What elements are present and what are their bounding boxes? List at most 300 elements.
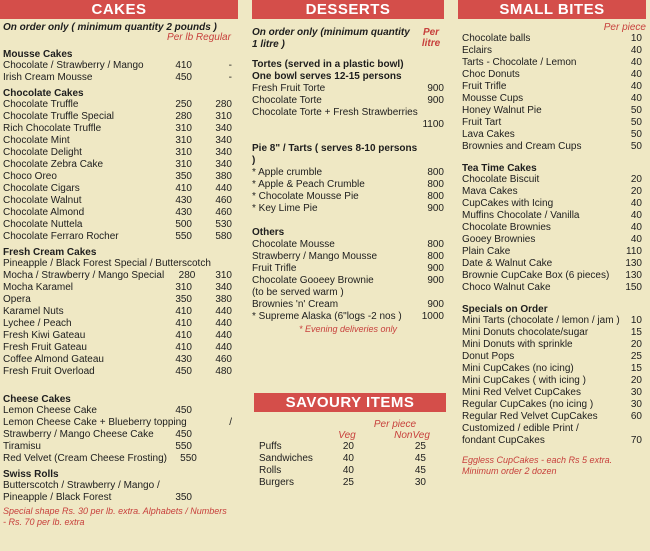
small-bite-name: Customized / edible Print / bbox=[462, 423, 579, 434]
cake-price-regular: 410 bbox=[175, 306, 192, 317]
dessert-name: (to be served warm ) bbox=[252, 287, 344, 298]
cakes-item-row bbox=[3, 207, 232, 219]
small-bite-name: Tarts - Chocolate / Lemon bbox=[462, 57, 577, 68]
small-bites-header: SMALL BITES bbox=[458, 0, 646, 19]
cake-price-eggless: 340 bbox=[215, 123, 232, 134]
dessert-item-row bbox=[252, 287, 444, 299]
small-bite-price: 20 bbox=[630, 186, 642, 197]
small-bite-item-row bbox=[462, 411, 646, 423]
small-bite-item-row bbox=[462, 141, 646, 153]
cake-price-eggless: 440 bbox=[215, 330, 232, 341]
dessert-name bbox=[252, 119, 404, 131]
cake-price-regular: 280 bbox=[175, 111, 192, 122]
cakes-list bbox=[3, 49, 232, 504]
dessert-name: Fruit Trifle bbox=[252, 263, 297, 274]
cake-price-regular: 250 bbox=[175, 99, 192, 110]
cakes-section-title: Mousse Cakes bbox=[3, 49, 73, 60]
small-bite-price: 25 bbox=[630, 351, 642, 362]
cake-name: Karamel Nuts bbox=[3, 306, 64, 317]
cake-name: Butterscotch / Strawberry / Mango / bbox=[3, 480, 160, 491]
dessert-item-row bbox=[252, 191, 444, 203]
dessert-name: * Key Lime Pie bbox=[252, 203, 318, 214]
savoury-list bbox=[259, 441, 446, 489]
cake-price-eggless bbox=[192, 441, 232, 453]
dessert-name: Strawberry / Mango Mousse bbox=[252, 251, 378, 262]
small-bite-item-row bbox=[462, 81, 646, 93]
small-bite-item-row bbox=[462, 57, 646, 69]
cake-price-eggless: 460 bbox=[215, 195, 232, 206]
dessert-item-row bbox=[252, 83, 444, 95]
small-bite-price: 40 bbox=[630, 81, 642, 92]
small-bite-name: Mini Donuts with sprinkle bbox=[462, 339, 573, 350]
dessert-price: 900 bbox=[427, 203, 444, 214]
cake-price-regular: 430 bbox=[175, 354, 192, 365]
desserts-header: DESSERTS bbox=[252, 0, 444, 19]
small-bite-item-row bbox=[462, 186, 646, 198]
savoury-item-row bbox=[259, 477, 446, 489]
small-bites-col: Per piece bbox=[603, 22, 646, 33]
desserts-order-note: On order only (minimum quantity 1 litre ) bbox=[252, 27, 410, 50]
small-bite-name: fondant CupCakes bbox=[462, 435, 545, 446]
cakes-item-row bbox=[3, 135, 232, 147]
cake-price-regular: 350 bbox=[175, 294, 192, 305]
savoury-item-row bbox=[259, 465, 446, 477]
dessert-name: Chocolate Mousse bbox=[252, 239, 335, 250]
small-bite-item-row bbox=[462, 33, 646, 45]
small-bite-price: 10 bbox=[630, 33, 642, 44]
cake-price-regular: 310 bbox=[175, 147, 192, 158]
small-bite-price: 50 bbox=[630, 141, 642, 152]
small-bite-item-row bbox=[462, 423, 646, 435]
desserts-section-title: Pie 8" / Tarts ( serves 8-10 persons ) bbox=[252, 143, 418, 166]
cakes-item-row bbox=[3, 330, 232, 342]
cake-name: Pineapple / Black Forest Special / Butterscotch bbox=[3, 258, 211, 269]
small-bite-price: 110 bbox=[626, 246, 642, 257]
dessert-name: Brownies 'n' Cream bbox=[252, 299, 339, 310]
cake-name: Chocolate Nuttela bbox=[3, 219, 83, 230]
small-bite-price bbox=[612, 423, 646, 435]
dessert-price: 900 bbox=[427, 83, 444, 94]
small-bite-price: 40 bbox=[630, 69, 642, 80]
cakes-item-row bbox=[3, 60, 232, 72]
cake-name: Chocolate Delight bbox=[3, 147, 82, 158]
cake-price-eggless bbox=[192, 405, 232, 417]
small-bite-price: 20 bbox=[630, 174, 642, 185]
dessert-item-row bbox=[252, 299, 444, 311]
savoury-price-nonveg: 25 bbox=[414, 441, 426, 452]
cakes-item-row bbox=[3, 99, 232, 111]
dessert-item-row bbox=[252, 95, 444, 107]
small-bite-name: Brownies and Cream Cups bbox=[462, 141, 582, 152]
small-bite-price: 40 bbox=[630, 234, 642, 245]
dessert-name: Chocolate Torte bbox=[252, 95, 322, 106]
small-bite-price: 40 bbox=[630, 198, 642, 209]
cakes-header: CAKES bbox=[0, 0, 238, 19]
small-bite-item-row bbox=[462, 258, 646, 270]
savoury-col-veg: Veg bbox=[338, 430, 356, 441]
cake-name: Mocha / Strawberry / Mango Special bbox=[3, 270, 165, 281]
small-bite-name: Donut Pops bbox=[462, 351, 515, 362]
small-bite-price: 130 bbox=[625, 270, 642, 281]
small-bite-name: Date & Walnut Cake bbox=[462, 258, 553, 269]
cakes-item-row bbox=[3, 282, 232, 294]
desserts-footnote: * Evening deliveries only bbox=[298, 324, 398, 334]
savoury-price-nonveg: 45 bbox=[414, 453, 426, 464]
small-bite-name: Eclairs bbox=[462, 45, 493, 56]
small-bite-price: 150 bbox=[625, 282, 642, 293]
cake-price-eggless: 480 bbox=[215, 366, 232, 377]
cake-price-eggless: 310 bbox=[215, 111, 232, 122]
dessert-price bbox=[404, 287, 444, 299]
cakes-section-title: Cheese Cakes bbox=[3, 394, 71, 405]
small-bites-list bbox=[462, 33, 646, 447]
cake-price-eggless: 380 bbox=[215, 294, 232, 305]
dessert-price: 800 bbox=[427, 167, 444, 178]
cake-price-eggless: 280 bbox=[215, 99, 232, 110]
savoury-price-nonveg: 45 bbox=[414, 465, 426, 476]
savoury-price-veg: 20 bbox=[342, 441, 354, 452]
small-bite-item-row bbox=[462, 363, 646, 375]
desserts-col-litre: Per litre bbox=[421, 27, 441, 49]
cakes-section-title: Swiss Rolls bbox=[3, 469, 59, 480]
cake-name: Red Velvet (Cream Cheese Frosting) bbox=[3, 453, 167, 464]
cake-price-regular: 430 bbox=[175, 195, 192, 206]
cake-name: Chocolate Mint bbox=[3, 135, 70, 146]
cake-price-eggless: 340 bbox=[215, 147, 232, 158]
cake-price-regular: 410 bbox=[175, 60, 192, 71]
cake-price-eggless: - bbox=[228, 72, 232, 83]
small-bite-item-row bbox=[462, 315, 646, 327]
small-bite-name: Plain Cake bbox=[462, 246, 511, 257]
dessert-item-row bbox=[252, 275, 444, 287]
dessert-item-row bbox=[252, 119, 444, 131]
small-bite-item-row bbox=[462, 435, 646, 447]
small-bites-section-title: Tea Time Cakes bbox=[462, 163, 537, 174]
cakes-col-regular: Per lb Regular bbox=[167, 32, 231, 43]
cake-name: Chocolate Truffle Special bbox=[3, 111, 114, 122]
cake-name: Opera bbox=[3, 294, 31, 305]
small-bite-price: 10 bbox=[630, 315, 642, 326]
small-bite-name: Gooey Brownies bbox=[462, 234, 536, 245]
cake-price-regular: 550 bbox=[175, 231, 192, 242]
small-bite-name: Fruit Trifle bbox=[462, 81, 507, 92]
savoury-name: Sandwiches bbox=[259, 453, 313, 464]
dessert-price: 900 bbox=[427, 299, 444, 310]
cake-name: Irish Cream Mousse bbox=[3, 72, 93, 83]
dessert-price: 800 bbox=[427, 179, 444, 190]
savoury-price-veg: 40 bbox=[342, 465, 354, 476]
small-bite-name: Choco Walnut Cake bbox=[462, 282, 551, 293]
savoury-header: SAVOURY ITEMS bbox=[254, 393, 446, 412]
small-bite-name: Fruit Tart bbox=[462, 117, 502, 128]
cakes-item-row bbox=[3, 231, 232, 243]
small-bite-item-row bbox=[462, 387, 646, 399]
cake-price-regular: 310 bbox=[175, 159, 192, 170]
savoury-price-veg: 25 bbox=[342, 477, 354, 488]
cake-name: Chocolate Truffle bbox=[3, 99, 79, 110]
cake-price-eggless: 460 bbox=[215, 354, 232, 365]
small-bite-item-row bbox=[462, 282, 646, 294]
cakes-item-row bbox=[3, 294, 232, 306]
small-bite-price: 20 bbox=[630, 339, 642, 350]
dessert-price: 800 bbox=[427, 251, 444, 262]
cakes-item-row bbox=[3, 318, 232, 330]
cakes-item-row bbox=[3, 183, 232, 195]
dessert-name: * Supreme Alaska (6"logs -2 nos ) bbox=[252, 311, 402, 322]
small-bite-item-row bbox=[462, 198, 646, 210]
cake-name: Lemon Cheese Cake + Blueberry topping bbox=[3, 417, 187, 428]
cake-price-eggless bbox=[221, 258, 232, 270]
small-bite-name: Brownie CupCake Box (6 pieces) bbox=[462, 270, 610, 281]
cakes-item-row bbox=[3, 453, 232, 465]
cake-price-eggless: 440 bbox=[215, 318, 232, 329]
small-bite-price: 50 bbox=[630, 129, 642, 140]
small-bite-price: 20 bbox=[630, 375, 642, 386]
small-bite-item-row bbox=[462, 222, 646, 234]
small-bite-name: Mousse Cups bbox=[462, 93, 524, 104]
cake-name: Coffee Almond Gateau bbox=[3, 354, 104, 365]
small-bite-price: 70 bbox=[630, 435, 642, 446]
cakes-item-row bbox=[3, 123, 232, 135]
dessert-item-row bbox=[252, 311, 444, 323]
cake-price-regular: 450 bbox=[175, 366, 192, 377]
small-bite-price: 15 bbox=[630, 363, 642, 374]
small-bite-price: 30 bbox=[630, 399, 642, 410]
small-bite-item-row bbox=[462, 351, 646, 363]
dessert-item-row bbox=[252, 203, 444, 215]
dessert-name: Fresh Fruit Torte bbox=[252, 83, 326, 94]
cake-name: Chocolate Zebra Cake bbox=[3, 159, 104, 170]
dessert-price: 1000 bbox=[421, 311, 444, 322]
cake-price-eggless bbox=[192, 492, 232, 504]
small-bite-price: 40 bbox=[630, 210, 642, 221]
cakes-item-row bbox=[3, 171, 232, 183]
cake-price-regular bbox=[160, 480, 193, 492]
small-bite-item-row bbox=[462, 45, 646, 57]
cake-price-regular: 410 bbox=[175, 318, 192, 329]
cake-price-regular: 350 bbox=[175, 171, 192, 182]
cakes-item-row bbox=[3, 195, 232, 207]
small-bite-name: Mini CupCakes ( with icing ) bbox=[462, 375, 586, 386]
dessert-price: 1100 bbox=[422, 119, 444, 130]
small-bite-price: 40 bbox=[630, 222, 642, 233]
cakes-item-row bbox=[3, 366, 232, 378]
cakes-item-row bbox=[3, 354, 232, 366]
cakes-item-row bbox=[3, 147, 232, 159]
cake-price-eggless: 580 bbox=[215, 231, 232, 242]
savoury-box bbox=[254, 393, 446, 489]
dessert-price: 800 bbox=[427, 239, 444, 250]
small-bite-item-row bbox=[462, 339, 646, 351]
small-bite-price: 15 bbox=[630, 327, 642, 338]
small-bite-item-row bbox=[462, 246, 646, 258]
small-bite-name: CupCakes with Icing bbox=[462, 198, 554, 209]
cake-price-regular: 450 bbox=[175, 72, 192, 83]
cakes-item-row bbox=[3, 441, 232, 453]
small-bite-price: 50 bbox=[630, 105, 642, 116]
dessert-item-row bbox=[252, 179, 444, 191]
small-bite-name: Mini Red Velvet CupCakes bbox=[462, 387, 581, 398]
cake-price-eggless: 310 bbox=[215, 270, 232, 281]
cake-name: Chocolate Almond bbox=[3, 207, 85, 218]
small-bite-item-row bbox=[462, 234, 646, 246]
small-bites-section-title: Specials on Order bbox=[462, 304, 548, 315]
small-bite-price: 60 bbox=[630, 411, 642, 422]
dessert-item-row bbox=[252, 167, 444, 179]
savoury-name: Rolls bbox=[259, 465, 282, 476]
cake-price-regular: 410 bbox=[175, 330, 192, 341]
cake-price-regular: 310 bbox=[175, 123, 192, 134]
cakes-order-note: On order only ( minimum quantity 2 pounds ) bbox=[3, 22, 217, 33]
small-bite-price: 40 bbox=[630, 93, 642, 104]
cake-name: Chocolate Cigars bbox=[3, 183, 80, 194]
small-bite-item-row bbox=[462, 174, 646, 186]
dessert-price: 900 bbox=[427, 275, 444, 286]
desserts-list bbox=[252, 59, 444, 323]
cake-price-regular: 310 bbox=[175, 282, 192, 293]
small-bite-price: 50 bbox=[630, 117, 642, 128]
cake-name: Fresh Fruit Overload bbox=[3, 366, 95, 377]
cakes-item-row bbox=[3, 417, 232, 429]
cake-name: Mocha Karamel bbox=[3, 282, 74, 293]
cake-name: Rich Chocolate Truffle bbox=[3, 123, 102, 134]
small-bite-name: Chocolate Brownies bbox=[462, 222, 551, 233]
small-bite-name: Choc Donuts bbox=[462, 69, 520, 80]
cakes-item-row bbox=[3, 405, 232, 417]
cakes-item-row bbox=[3, 480, 232, 492]
small-bites-footnote: Eggless CupCakes - each Rs 5 extra. Minimum order 2 dozen bbox=[462, 455, 613, 476]
savoury-name: Puffs bbox=[259, 441, 282, 452]
desserts-column bbox=[252, 0, 444, 335]
small-bite-item-row bbox=[462, 210, 646, 222]
savoury-col-title: Per piece bbox=[373, 419, 417, 430]
cake-name: Choco Oreo bbox=[3, 171, 57, 182]
small-bite-price: 30 bbox=[630, 387, 642, 398]
dessert-price: 900 bbox=[427, 95, 444, 106]
small-bite-item-row bbox=[462, 117, 646, 129]
cake-price-eggless: 340 bbox=[215, 135, 232, 146]
small-bite-item-row bbox=[462, 69, 646, 81]
cake-price-eggless: 460 bbox=[215, 207, 232, 218]
dessert-item-row bbox=[252, 263, 444, 275]
cakes-item-row bbox=[3, 258, 232, 270]
small-bite-item-row bbox=[462, 399, 646, 411]
cake-price-eggless: / bbox=[229, 417, 232, 428]
small-bite-name: Muffins Chocolate / Vanilla bbox=[462, 210, 580, 221]
cake-price-eggless: 380 bbox=[215, 171, 232, 182]
cake-name: Pineapple / Black Forest bbox=[3, 492, 112, 503]
cake-price-eggless: 440 bbox=[215, 342, 232, 353]
small-bite-name: Lava Cakes bbox=[462, 129, 515, 140]
cakes-item-row bbox=[3, 219, 232, 231]
cake-price-eggless bbox=[192, 429, 232, 441]
savoury-col-nonveg: NonVeg bbox=[394, 430, 430, 441]
cake-name: Tiramisu bbox=[3, 441, 41, 452]
small-bite-name: Chocolate balls bbox=[462, 33, 531, 44]
cakes-column bbox=[0, 0, 238, 528]
cakes-item-row bbox=[3, 492, 232, 504]
cake-name: Lemon Cheese Cake bbox=[3, 405, 97, 416]
dessert-item-row bbox=[252, 107, 444, 119]
dessert-item-row bbox=[252, 251, 444, 263]
small-bite-price: 40 bbox=[630, 45, 642, 56]
cake-name: Chocolate Walnut bbox=[3, 195, 82, 206]
desserts-section-title: Others bbox=[252, 227, 285, 238]
small-bite-item-row bbox=[462, 93, 646, 105]
small-bite-item-row bbox=[462, 129, 646, 141]
cake-price-eggless: 440 bbox=[215, 183, 232, 194]
small-bite-name: Mava Cakes bbox=[462, 186, 518, 197]
dessert-name: Chocolate Gooeey Brownie bbox=[252, 275, 374, 286]
cake-price-eggless: 340 bbox=[215, 282, 232, 293]
small-bite-name: Mini Tarts (chocolate / lemon / jam ) bbox=[462, 315, 620, 326]
cake-name: Fresh Kiwi Gateau bbox=[3, 330, 86, 341]
savoury-item-row bbox=[259, 441, 446, 453]
cake-name: Lychee / Peach bbox=[3, 318, 72, 329]
small-bite-item-row bbox=[462, 270, 646, 282]
cakes-item-row bbox=[3, 159, 232, 171]
small-bite-name: Regular CupCakes (no icing ) bbox=[462, 399, 594, 410]
small-bite-name: Honey Walnut Pie bbox=[462, 105, 542, 116]
cake-price-regular: 550 bbox=[180, 453, 197, 464]
cake-price-regular bbox=[211, 258, 221, 270]
cake-name: Strawberry / Mango Cheese Cake bbox=[3, 429, 154, 440]
dessert-name: * Apple & Peach Crumble bbox=[252, 179, 365, 190]
cake-price-regular bbox=[187, 417, 208, 429]
dessert-price: 800 bbox=[427, 191, 444, 202]
cakes-section-title: Chocolate Cakes bbox=[3, 88, 84, 99]
cake-name: Chocolate Ferraro Rocher bbox=[3, 231, 119, 242]
cake-price-regular: 280 bbox=[178, 270, 196, 281]
cake-price-regular: 450 bbox=[175, 405, 192, 416]
small-bite-price: 40 bbox=[630, 57, 642, 68]
cakes-item-row bbox=[3, 429, 232, 441]
cake-price-regular: 310 bbox=[175, 135, 192, 146]
cake-price-eggless bbox=[197, 453, 232, 465]
small-bite-name: Mini CupCakes (no icing) bbox=[462, 363, 574, 374]
small-bites-column bbox=[458, 0, 646, 477]
small-bite-price: 130 bbox=[625, 258, 642, 269]
cake-price-eggless: 530 bbox=[215, 219, 232, 230]
cake-price-eggless: 340 bbox=[215, 159, 232, 170]
dessert-name: Chocolate Torte + Fresh Strawberries bbox=[252, 107, 418, 118]
dessert-name: * Chocolate Mousse Pie bbox=[252, 191, 359, 202]
small-bite-item-row bbox=[462, 327, 646, 339]
cake-price-regular: 500 bbox=[175, 219, 192, 230]
cakes-item-row bbox=[3, 72, 232, 84]
savoury-item-row bbox=[259, 453, 446, 465]
cake-name: Chocolate / Strawberry / Mango bbox=[3, 60, 144, 71]
small-bite-item-row bbox=[462, 105, 646, 117]
cake-price-regular: 430 bbox=[175, 207, 192, 218]
cake-price-regular: 410 bbox=[175, 183, 192, 194]
cake-price-eggless bbox=[193, 480, 232, 492]
cakes-item-row bbox=[3, 306, 232, 318]
cakes-section-title: Fresh Cream Cakes bbox=[3, 247, 97, 258]
cakes-item-row bbox=[3, 342, 232, 354]
small-bite-name: Mini Donuts chocolate/sugar bbox=[462, 327, 589, 338]
dessert-price: 900 bbox=[427, 263, 444, 274]
savoury-price-nonveg: 30 bbox=[414, 477, 426, 488]
dessert-name: * Apple crumble bbox=[252, 167, 323, 178]
small-bite-name: Regular Red Velvet CupCakes bbox=[462, 411, 598, 422]
cake-name: Fresh Fruit Gateau bbox=[3, 342, 87, 353]
savoury-price-veg: 40 bbox=[342, 453, 354, 464]
cake-price-regular: 550 bbox=[175, 441, 192, 452]
cakes-footnote: Special shape Rs. 30 per lb. extra. Alphabets / Numbers - Rs. 70 per lb. extra bbox=[3, 506, 227, 527]
cake-price-regular: 410 bbox=[175, 342, 192, 353]
cakes-item-row bbox=[3, 270, 232, 282]
